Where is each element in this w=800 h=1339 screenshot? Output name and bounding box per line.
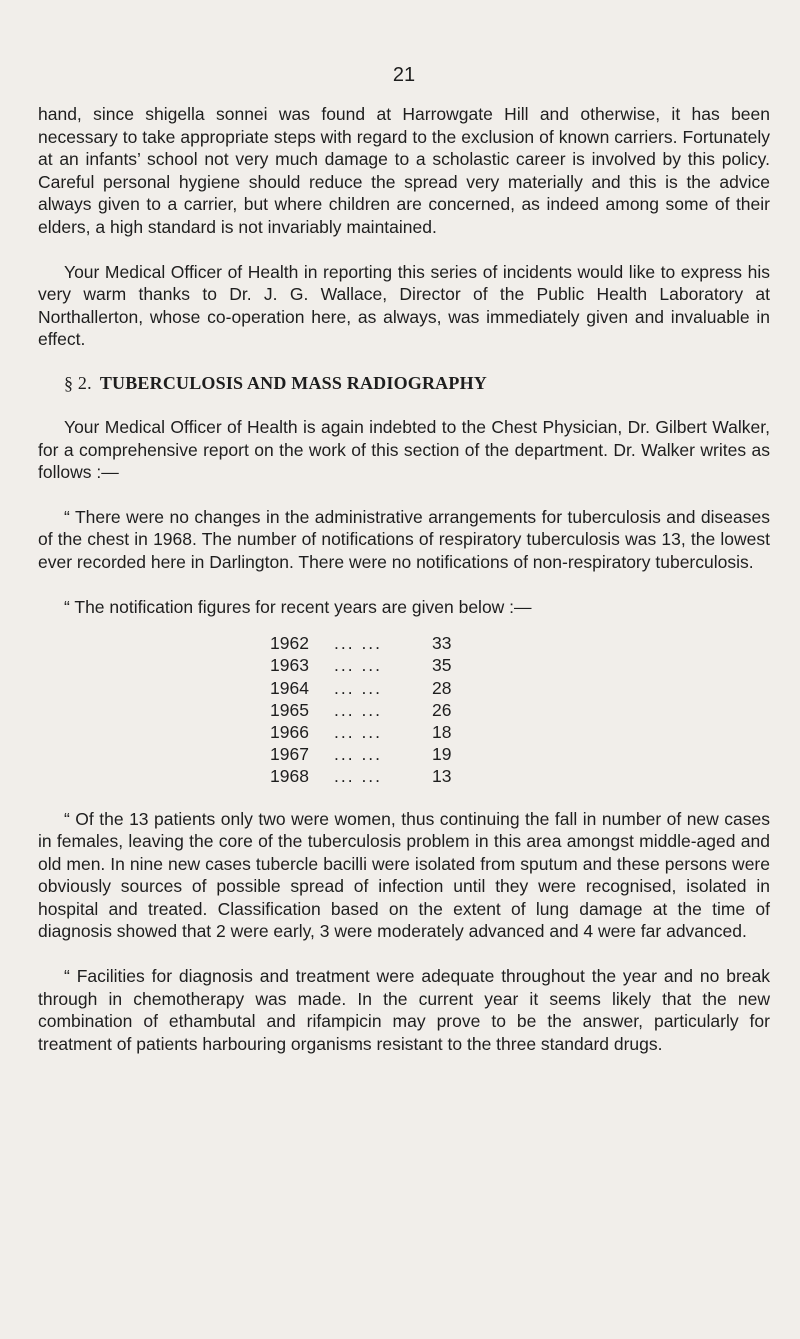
paragraph-facilities: “ Facilities for diagnosis and treatment were adequate throughout the year and no break through in chemotherapy was made. In the current year it seems likely that the new combination of ethambutal and rifampicin may prove to be the answer, particularly for treatment of patients harbouring organisms resistant to the three standard drugs. <box>38 966 770 1054</box>
year-cell: 1965 <box>270 699 309 720</box>
leader-dots: ... ... <box>334 655 383 676</box>
year-cell: 1964 <box>270 677 309 698</box>
table-row <box>270 677 451 699</box>
table-row <box>270 632 451 654</box>
year-cell: 1962 <box>270 633 309 654</box>
paragraph-notification-intro: “ The notification figures for recent years are given below :— <box>64 596 532 617</box>
paragraph-shigella-carriers: hand, since shigella sonnei was found at Harrowgate Hill and otherwise, it has been necessary to take appropriate steps with regard to the exclusion of known carriers. Fortunately at an infants’ school not very much damage to a scholastic career is involved by this policy. Careful personal hygiene should reduce the spread very materially and this is the advice always given to a carrier, but where children are concerned, as indeed among some of their elders, a high standard is not invariably maintained. <box>38 104 770 237</box>
leader-dots: ... ... <box>334 699 383 720</box>
leader-dots: ... ... <box>334 677 383 698</box>
table-row <box>270 765 451 787</box>
count-cell: 19 <box>432 744 452 765</box>
page-number: 21 <box>392 64 416 86</box>
count-cell: 26 <box>432 699 452 720</box>
year-cell: 1963 <box>270 655 309 676</box>
paragraph-chest-physician: Your Medical Officer of Health is again indebted to the Chest Physician, Dr. Gilbert Walker, for a comprehensive report on the work of this section of the department. Dr. Walker writes as follows :— <box>38 416 770 483</box>
table-row <box>270 721 451 743</box>
section-number: § 2. <box>64 372 92 393</box>
paragraph-patients: “ Of the 13 patients only two were women, thus continuing the fall in number of new cases in females, leaving the core of the tuberculosis problem in this area amongst middle-aged and old men. In nine new cases tubercle bacilli were isolated from sputum and these persons were obviously sources of possible spread of infection until they were recognised, isolated in hospital and treated. Classification based on the extent of lung damage at the time of diagnosis showed that 2 were early, 3 were moderately advanced and 4 were far advanced. <box>38 808 770 942</box>
leader-dots: ... ... <box>334 766 383 787</box>
year-cell: 1966 <box>270 721 309 742</box>
table-row <box>270 699 451 721</box>
section-title: TUBERCULOSIS AND MASS RADIOGRAPHY <box>99 372 487 393</box>
table-row <box>270 654 451 676</box>
leader-dots: ... ... <box>334 633 383 654</box>
paragraph-administrative: “ There were no changes in the administrative arrangements for tuberculosis and diseases of the chest in 1968. The number of notifications of respiratory tuberculosis was 13, the lowest ever recorded here in Darlington. There were no notifications of non-respiratory tuberculosis. <box>38 506 770 572</box>
section-heading <box>64 373 770 394</box>
paragraph-thanks: Your Medical Officer of Health in reporting this series of incidents would like to express his very warm thanks to Dr. J. G. Wallace, Director of the Public Health Laboratory at Northallerton, whose co-operation here, as always, was immediately given and invaluable in effect. <box>38 261 770 350</box>
leader-dots: ... ... <box>334 744 383 765</box>
notification-table <box>270 632 451 787</box>
count-cell: 28 <box>432 677 452 698</box>
table-row <box>270 743 451 765</box>
count-cell: 13 <box>432 766 452 787</box>
year-cell: 1967 <box>270 744 309 765</box>
count-cell: 33 <box>432 633 452 654</box>
count-cell: 18 <box>432 721 452 742</box>
count-cell: 35 <box>432 655 452 676</box>
leader-dots: ... ... <box>334 721 383 742</box>
year-cell: 1968 <box>270 766 309 787</box>
